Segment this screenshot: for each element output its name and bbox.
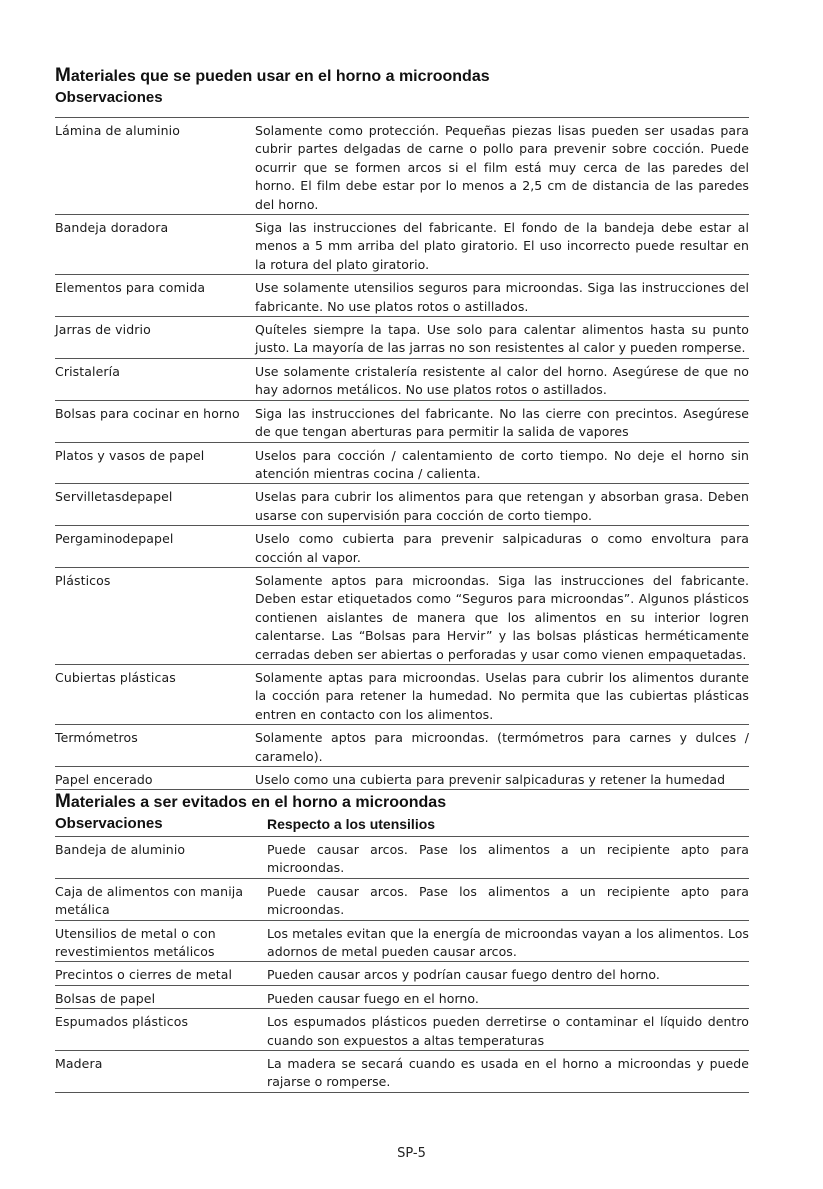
material-description: Uselo como cubierta para prevenir salpicaduras o como envoltura para cocción al vapor.	[255, 531, 749, 565]
material-name: Servilletasdepapel	[55, 489, 173, 505]
table-row	[55, 962, 749, 985]
table-row	[55, 317, 749, 359]
material-name: Bolsas para cocinar en horno	[55, 405, 240, 421]
material-description: Solamente como protección. Pequeñas piezas lisas pueden ser usadas para cubrir partes delgadas de carne o pollo para prevenir sobre cocción. Puede ocurrir que se formen arcos si el film está muy cerca de las paredes del horno. El film debe estar por lo menos a 2,5 cm de distancia de las paredes del horno.	[255, 123, 749, 212]
section2-respecto-heading: Respecto a los utensilios	[267, 816, 436, 832]
material-name: Espumados plásticos	[55, 1014, 189, 1030]
material-name: Plásticos	[55, 572, 111, 588]
table-row	[55, 921, 749, 963]
material-description: Quíteles siempre la tapa. Use solo para calentar alimentos hasta su punto justo. La mayoría de las jarras no son resistentes al calor y pueden romperse.	[255, 322, 749, 356]
material-name: Pergaminodepapel	[55, 531, 174, 547]
material-description: Los metales evitan que la energía de microondas vayan a los alimentos. Los adornos de metal pueden causar arcos.	[267, 925, 749, 960]
table-row	[55, 725, 749, 767]
material-name: Caja de alimentos con manija metálica	[55, 883, 244, 918]
table-row	[55, 1051, 749, 1093]
page-number: SP-5	[397, 1146, 426, 1161]
material-name: Cubiertas plásticas	[55, 669, 176, 685]
material-description: Pueden causar fuego en el horno.	[267, 990, 479, 1006]
material-name: Bolsas de papel	[55, 990, 156, 1006]
table-row	[55, 401, 749, 443]
material-description: Uselas para cubrir los alimentos para que retengan y absorban grasa. Deben usarse con supervisión para cocción de corto tiempo.	[255, 489, 749, 523]
section1-observaciones: Observaciones	[55, 89, 163, 106]
material-name: Cristalería	[55, 363, 120, 379]
table-row	[55, 879, 749, 921]
material-name: Platos y vasos de papel	[55, 447, 205, 463]
table-row	[55, 275, 749, 317]
section1-table	[55, 117, 749, 790]
material-description: Siga las instrucciones del fabricante. No las cierre con precintos. Asegúrese de que tengan aberturas para permitir la salida de vapores	[255, 405, 749, 440]
material-description: Puede causar arcos. Pase los alimentos a un recipiente apto para microondas.	[267, 883, 749, 918]
material-description: Puede causar arcos. Pase los alimentos a un recipiente apto para microondas.	[267, 842, 749, 876]
material-description: Solamente aptos para microondas. (termómetros para carnes y dulces / caramelo).	[255, 730, 749, 764]
material-name: Lámina de aluminio	[55, 123, 180, 138]
table-row	[55, 986, 749, 1009]
table-row	[55, 767, 749, 790]
table-row	[55, 526, 749, 568]
table-row	[55, 359, 749, 401]
table-row	[55, 837, 749, 879]
material-description: Use solamente utensilios seguros para microondas. Siga las instrucciones del fabricante. No use platos rotos o astillados.	[255, 280, 749, 314]
material-name: Utensilios de metal o con revestimientos metálicos	[55, 925, 216, 960]
material-name: Termómetros	[55, 730, 138, 746]
table-row	[55, 443, 749, 485]
material-description: Los espumados plásticos pueden derretirse o contaminar el líquido dentro cuando son expuestos a altas temperaturas	[267, 1014, 749, 1048]
table-row	[55, 215, 749, 275]
material-name: Papel encerado	[55, 772, 153, 787]
material-name: Precintos o cierres de metal	[55, 967, 233, 983]
material-description: Solamente aptos para microondas. Siga las instrucciones del fabricante. Deben estar etiquetados como “Seguros para microondas”. Algunos plásticos contienen aislantes de manera que los alimentos en su interior logren calentarse. Las “Bolsas para Hervir” y las bolsas plásticas herméticamente cerradas deben ser abiertas o perforadas y usar como vienen empaquetadas.	[255, 572, 749, 662]
material-description: Use solamente cristalería resistente al calor del horno. Asegúrese de que no hay adornos metálicos. No use platos rotos o astillados.	[255, 363, 749, 398]
material-name: Bandeja de aluminio	[55, 842, 186, 857]
material-description: Pueden causar arcos y podrían causar fuego dentro del horno.	[267, 967, 660, 983]
table-row	[55, 568, 749, 665]
material-description: La madera se secará cuando es usada en el horno a microondas y puede rajarse o romperse.	[267, 1056, 749, 1090]
material-name: Madera	[55, 1056, 103, 1072]
material-description: Siga las instrucciones del fabricante. El fondo de la bandeja debe estar al menos a 5 mm arriba del plato giratorio. El uso incorrecto puede resultar en la rotura del plato giratorio.	[255, 220, 749, 272]
section2-title: Materiales a ser evitados en el horno a microondas	[55, 791, 447, 812]
table-row	[55, 1009, 749, 1051]
material-name: Elementos para comida	[55, 280, 206, 296]
material-name: Bandeja doradora	[55, 220, 169, 236]
section2-table	[55, 836, 749, 1093]
table-row	[55, 484, 749, 526]
material-description: Solamente aptas para microondas. Uselas para cubrir los alimentos durante la cocción para retener la humedad. No permita que las cubiertas plásticas entren en contacto con los alimentos.	[255, 669, 749, 722]
material-description: Uselo como una cubierta para prevenir salpicaduras y retener la humedad	[255, 772, 726, 787]
section1-title: Materiales que se pueden usar en el horno a microondas	[55, 65, 490, 86]
table-row	[55, 665, 749, 725]
table-row	[55, 118, 749, 215]
material-name: Jarras de vidrio	[55, 322, 151, 338]
section2-observaciones: Observaciones	[55, 815, 163, 832]
material-description: Uselos para cocción / calentamiento de corto tiempo. No deje el horno sin atención mientras cocina / calienta.	[255, 447, 749, 481]
